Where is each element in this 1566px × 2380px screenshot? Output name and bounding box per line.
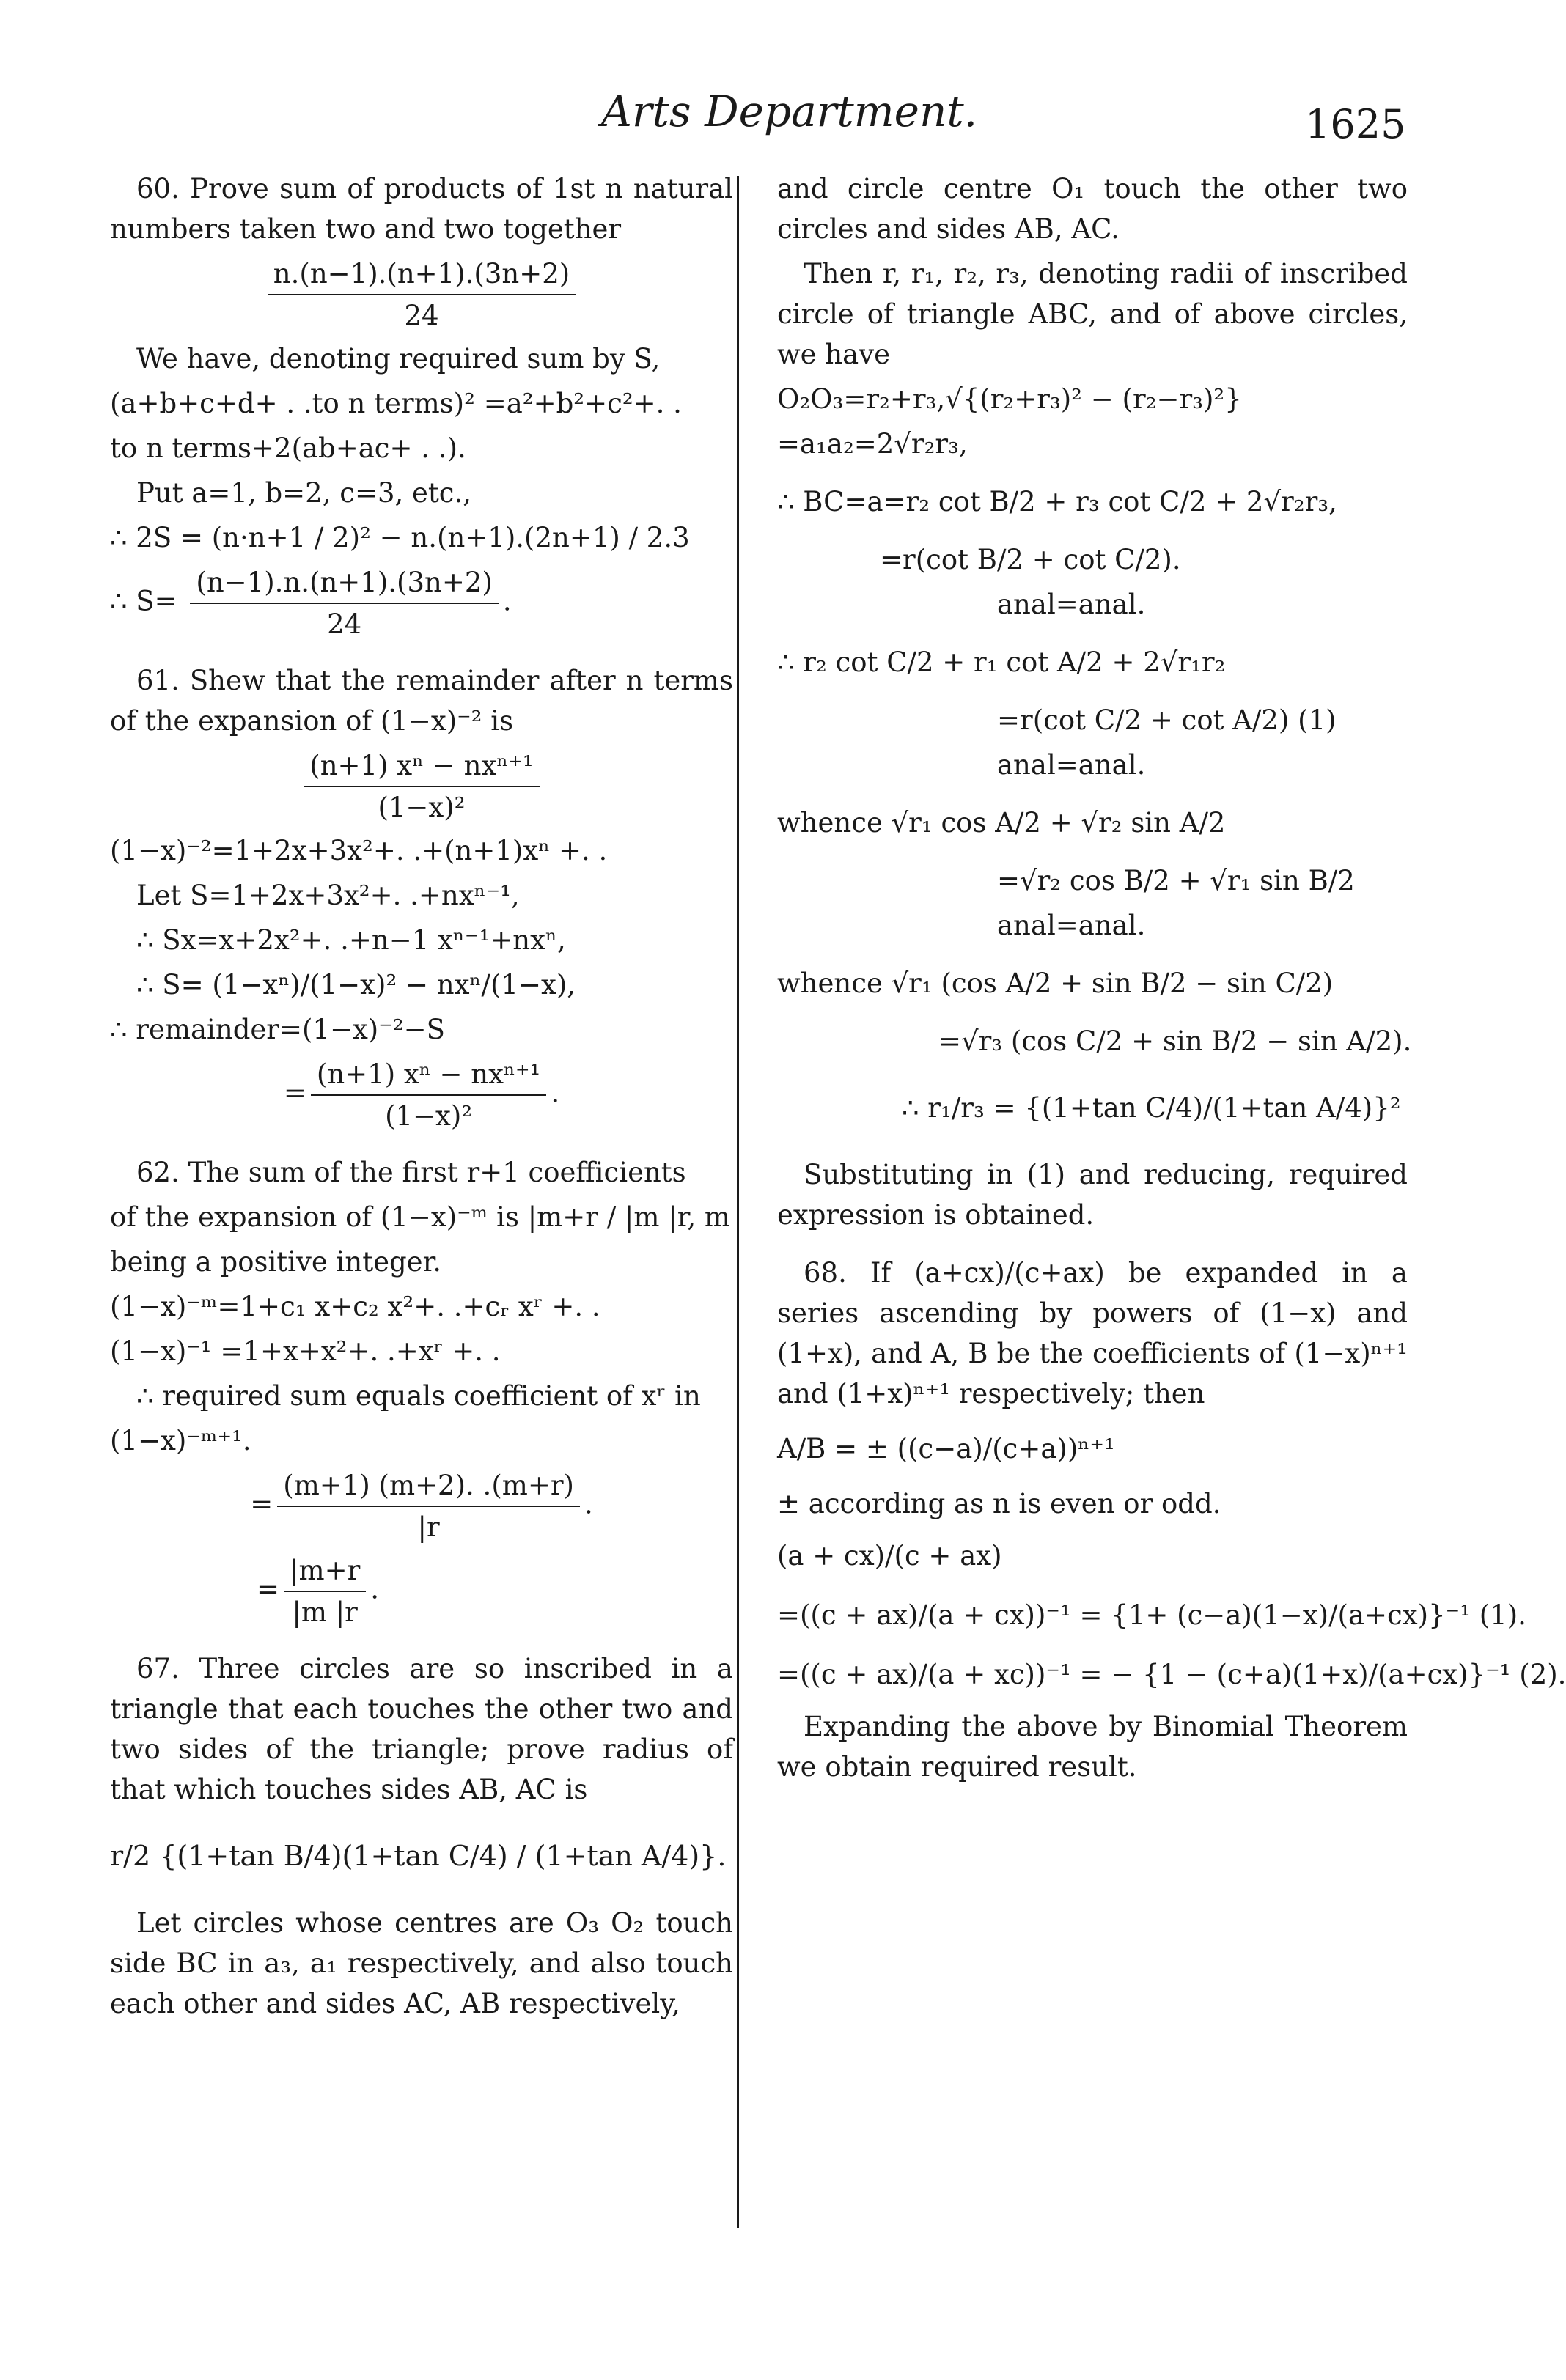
problem-67-expression: r/2 {(1+tan B/4)(1+tan C/4) / (1+tan A/4)}. xyxy=(110,1840,727,1872)
equation-line: ∴ Sx=x+2x²+. .+n−1 xⁿ⁻¹+nxⁿ, xyxy=(136,924,566,956)
equation-line: =((c + ax)/(a + xc))⁻¹ = − {1 − (c+a)(1+x)/(a+cx)}⁻¹ (2). xyxy=(777,1659,1566,1690)
equation-line: of the expansion of (1−x)⁻ᵐ is |m+r / |m |r, m xyxy=(110,1201,730,1233)
text-line: We have, denoting required sum by S, xyxy=(136,343,661,375)
fraction-numerator: (m+1) (m+2). .(m+r) xyxy=(277,1465,580,1507)
equation-line: (1−x)⁻ᵐ⁺¹. xyxy=(110,1425,251,1456)
equation-line: ∴ r₂ cot C/2 + r₁ cot A/2 + 2√r₁r₂ xyxy=(777,646,1226,678)
fraction-numerator: (n+1) xⁿ − nxⁿ⁺¹ xyxy=(311,1054,546,1096)
equation-prefix: ∴ S= xyxy=(110,585,177,617)
equation-line: =((c + ax)/(a + cx))⁻¹ = {1+ (c−a)(1−x)/(a+cx)}⁻¹ (1). xyxy=(777,1599,1526,1631)
fraction-denominator: |m |r xyxy=(292,1596,358,1628)
problem-68-result: A/B = ± ((c−a)/(c+a))ⁿ⁺¹ xyxy=(777,1433,1115,1465)
fraction-numerator: (n−1).n.(n+1).(3n+2) xyxy=(190,562,498,604)
equation-line: =a₁a₂=2√r₂r₃, xyxy=(777,428,968,460)
equation-line: = $\frac{(m+1) (m+2). .(m+r)}{|r}$ . xyxy=(110,1465,733,1547)
problem-61-expression xyxy=(110,745,733,828)
column-divider xyxy=(737,176,739,2228)
right-column xyxy=(777,169,1566,1791)
problem-67-statement: 67. Three circles are so inscribed in a triangle that each touches the other two and two sides of the triangle; prove radius of that which touches sides AB, AC is xyxy=(110,1653,733,1805)
fraction-numerator: |m+r xyxy=(284,1550,366,1592)
problem-60-result xyxy=(110,254,733,336)
page-number: 1625 xyxy=(1305,101,1406,147)
equation-line: whence √r₁ cos A/2 + √r₂ sin A/2 xyxy=(777,807,1226,839)
equation-line: =√r₃ (cos C/2 + sin B/2 − sin A/2). xyxy=(938,1025,1412,1057)
page-header-title: Arts Department. xyxy=(601,86,978,136)
equation-line: ∴ S= (1−xⁿ)/(1−x)² − nxⁿ/(1−x), xyxy=(136,969,576,1001)
fraction-numerator: n.(n−1).(n+1).(3n+2) xyxy=(268,254,576,295)
equation-line: to n terms+2(ab+ac+ . .). xyxy=(110,432,466,464)
equation-line: ∴ S= $\frac{(n-1).n.(n+1).(3n+2)}{24}$ . xyxy=(110,562,733,644)
fraction-denominator: (1−x)² xyxy=(385,1100,473,1132)
equation-line: =r(cot C/2 + cot A/2) (1) xyxy=(997,704,1337,736)
problem-68-statement: 68. If (a+cx)/(c+ax) be expanded in a series ascending by powers of (1−x) and (1+x), and A, B be the coefficients of (1−x)ⁿ⁺¹ and (1+x)ⁿ⁺¹ respectively; then xyxy=(777,1257,1408,1410)
fraction-numerator: (n+1) xⁿ − nxⁿ⁺¹ xyxy=(304,745,539,787)
equation-line: anal=anal. xyxy=(997,589,1146,620)
fraction-denominator: 24 xyxy=(327,608,362,640)
equation-line: ∴ remainder=(1−x)⁻²−S xyxy=(110,1014,445,1045)
text-line: being a positive integer. xyxy=(110,1246,441,1278)
equation-line: O₂O₃=r₂+r₃,√{(r₂+r₃)² − (r₂−r₃)²} xyxy=(777,383,1242,415)
fraction-denominator: (1−x)² xyxy=(378,792,466,823)
text-line: Expanding the above by Binomial Theorem we obtain required result. xyxy=(777,1711,1408,1783)
equation-line: anal=anal. xyxy=(997,910,1146,941)
equation-line: ∴ 2S = (n·n+1 / 2)² − n.(n+1).(2n+1) / 2.3 xyxy=(110,522,690,553)
equation-line: ∴ required sum equals coefficient of xʳ in xyxy=(136,1380,701,1412)
text-line: ± according as n is even or odd. xyxy=(777,1488,1221,1519)
problem-61-statement: 61. Shew that the remainder after n terms of the expansion of (1−x)⁻² is xyxy=(110,665,733,737)
equation-line: (1−x)⁻¹ =1+x+x²+. .+xʳ +. . xyxy=(110,1335,501,1367)
fraction-denominator: 24 xyxy=(404,300,439,331)
equation-line: Put a=1, b=2, c=3, etc., xyxy=(136,477,472,509)
equation-line: (1−x)⁻²=1+2x+3x²+. .+(n+1)xⁿ +. . xyxy=(110,835,608,866)
equation-line: = $\frac{|m+r}{|m |r}$ . xyxy=(110,1550,733,1632)
equation-line: (a + cx)/(c + ax) xyxy=(777,1540,1002,1572)
left-column xyxy=(110,169,733,2028)
problem-62-statement: 62. The sum of the first r+1 coefficients xyxy=(136,1157,686,1188)
equation-line: (a+b+c+d+ . .to n terms)² =a²+b²+c²+. . xyxy=(110,388,682,419)
text-continuation: and circle centre O₁ touch the other two circles and sides AB, AC. xyxy=(777,173,1408,245)
equation-line: = $\frac{\text{(n+1) xⁿ − nxⁿ⁺¹}}{\text{(1−x)²}}$ . xyxy=(110,1054,733,1136)
equation-line: Let S=1+2x+3x²+. .+nxⁿ⁻¹, xyxy=(136,880,520,911)
equation-line: =r(cot B/2 + cot C/2). xyxy=(880,544,1181,575)
equation-line: ∴ BC=a=r₂ cot B/2 + r₃ cot C/2 + 2√r₂r₃, xyxy=(777,486,1337,517)
equation-line: =√r₂ cos B/2 + √r₁ sin B/2 xyxy=(997,865,1355,896)
equation-line: (1−x)⁻ᵐ=1+c₁ x+c₂ x²+. .+cᵣ xʳ +. . xyxy=(110,1291,600,1322)
equation-line: ∴ r₁/r₃ = {(1+tan C/4)/(1+tan A/4)}² xyxy=(902,1092,1401,1124)
problem-60-statement: 60. Prove sum of products of 1st n natural numbers taken two and two together xyxy=(110,173,733,245)
equation-line: whence √r₁ (cos A/2 + sin B/2 − sin C/2) xyxy=(777,968,1334,999)
problem-67-proof-start: Let circles whose centres are O₃ O₂ touch side BC in a₃, a₁ respectively, and also touch each other and sides AC, AB respectively, xyxy=(110,1907,733,2019)
text-line: Substituting in (1) and reducing, required expression is obtained. xyxy=(777,1159,1408,1231)
equation-line: anal=anal. xyxy=(997,749,1146,781)
fraction-denominator: |r xyxy=(417,1511,440,1543)
text-line: Then r, r₁, r₂, r₃, denoting radii of inscribed circle of triangle ABC, and of above circles, we have xyxy=(777,258,1408,370)
